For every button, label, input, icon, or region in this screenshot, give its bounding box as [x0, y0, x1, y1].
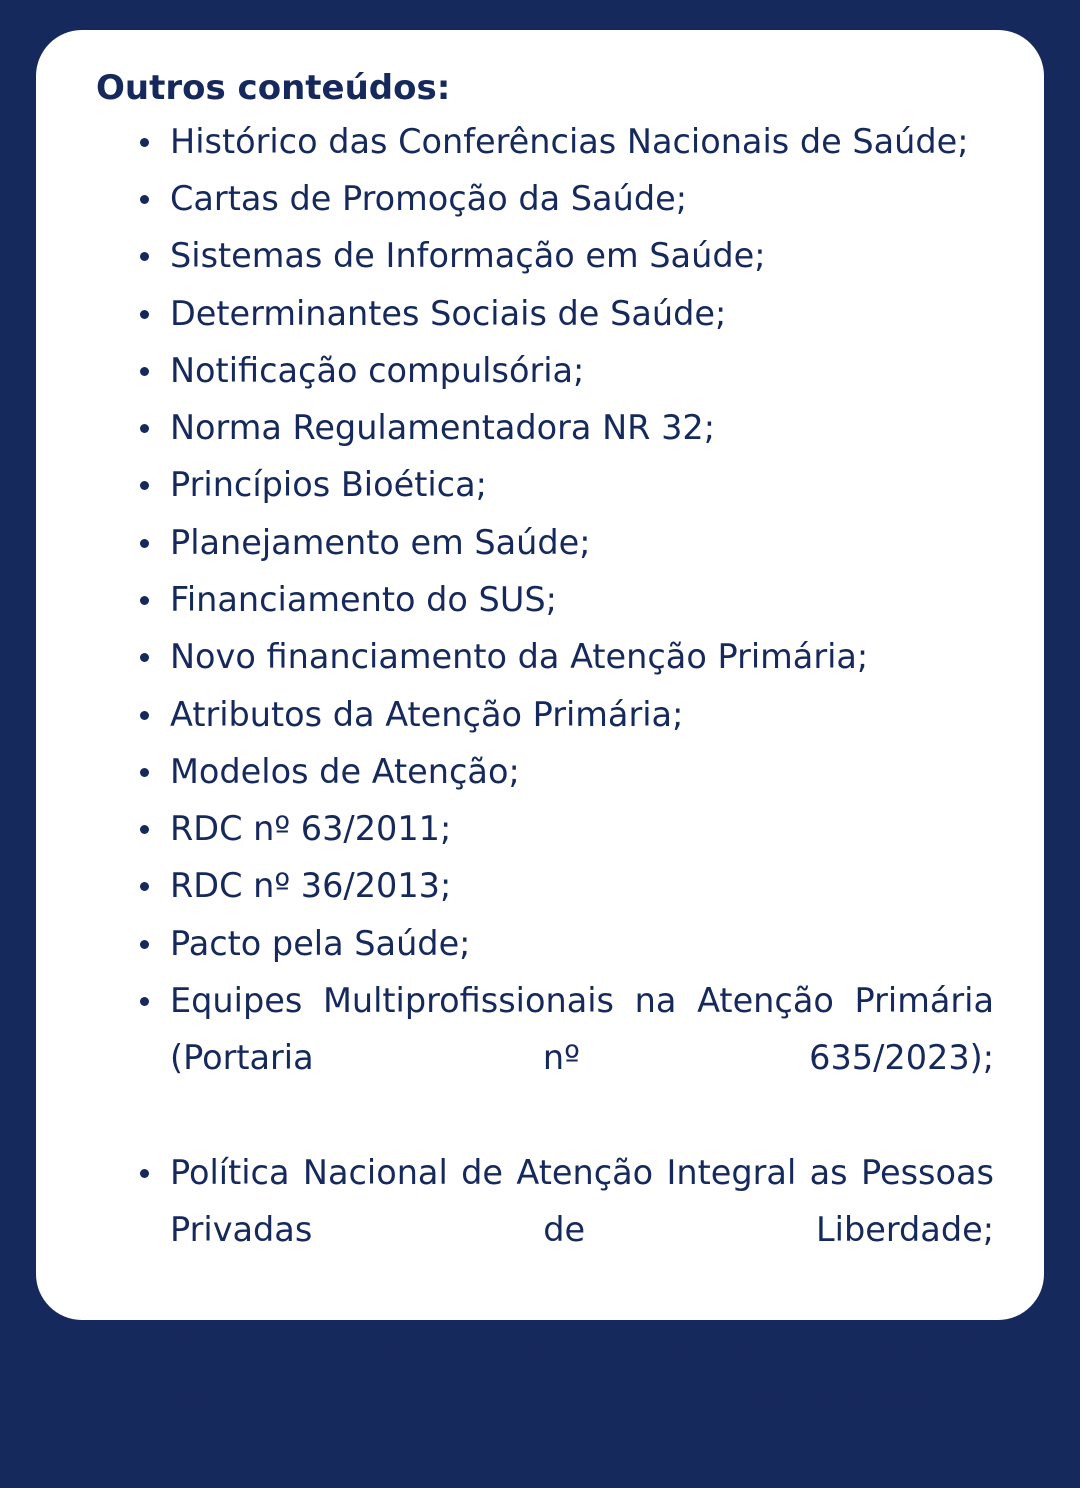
- list-item: Cartas de Promoção da Saúde;: [134, 170, 994, 227]
- list-item: Modelos de Atenção;: [134, 743, 994, 800]
- list-item: Política Nacional de Atenção Integral as Pessoas Privadas de Liberdade;: [134, 1144, 994, 1316]
- list-item: Política Nacional de Atenção Integral à Saúde do Povo Cigano/Romani.: [134, 1316, 994, 1488]
- list-item: Planejamento em Saúde;: [134, 514, 994, 571]
- list-item: Pacto pela Saúde;: [134, 915, 994, 972]
- content-list: [80, 113, 1000, 1488]
- page-title: Outros conteúdos:: [96, 68, 451, 108]
- list-item: RDC nº 63/2011;: [134, 800, 994, 857]
- list-item: RDC nº 36/2013;: [134, 857, 994, 914]
- list-item: Financiamento do SUS;: [134, 571, 994, 628]
- list-item: Sistemas de Informação em Saúde;: [134, 227, 994, 284]
- list-item: Norma Regulamentadora NR 32;: [134, 399, 994, 456]
- content-card: [36, 30, 1044, 1421]
- list-item: Atributos da Atenção Primária;: [134, 686, 994, 743]
- list-item: Determinantes Sociais de Saúde;: [134, 285, 994, 342]
- list-item: Princípios Bioética;: [134, 456, 994, 513]
- list-item: Equipes Multiprofissionais na Atenção Primária (Portaria nº 635/2023);: [134, 972, 994, 1144]
- list-item: Histórico das Conferências Nacionais de Saúde;: [134, 113, 994, 170]
- list-item: Novo financiamento da Atenção Primária;: [134, 628, 994, 685]
- list-item: Notificação compulsória;: [134, 342, 994, 399]
